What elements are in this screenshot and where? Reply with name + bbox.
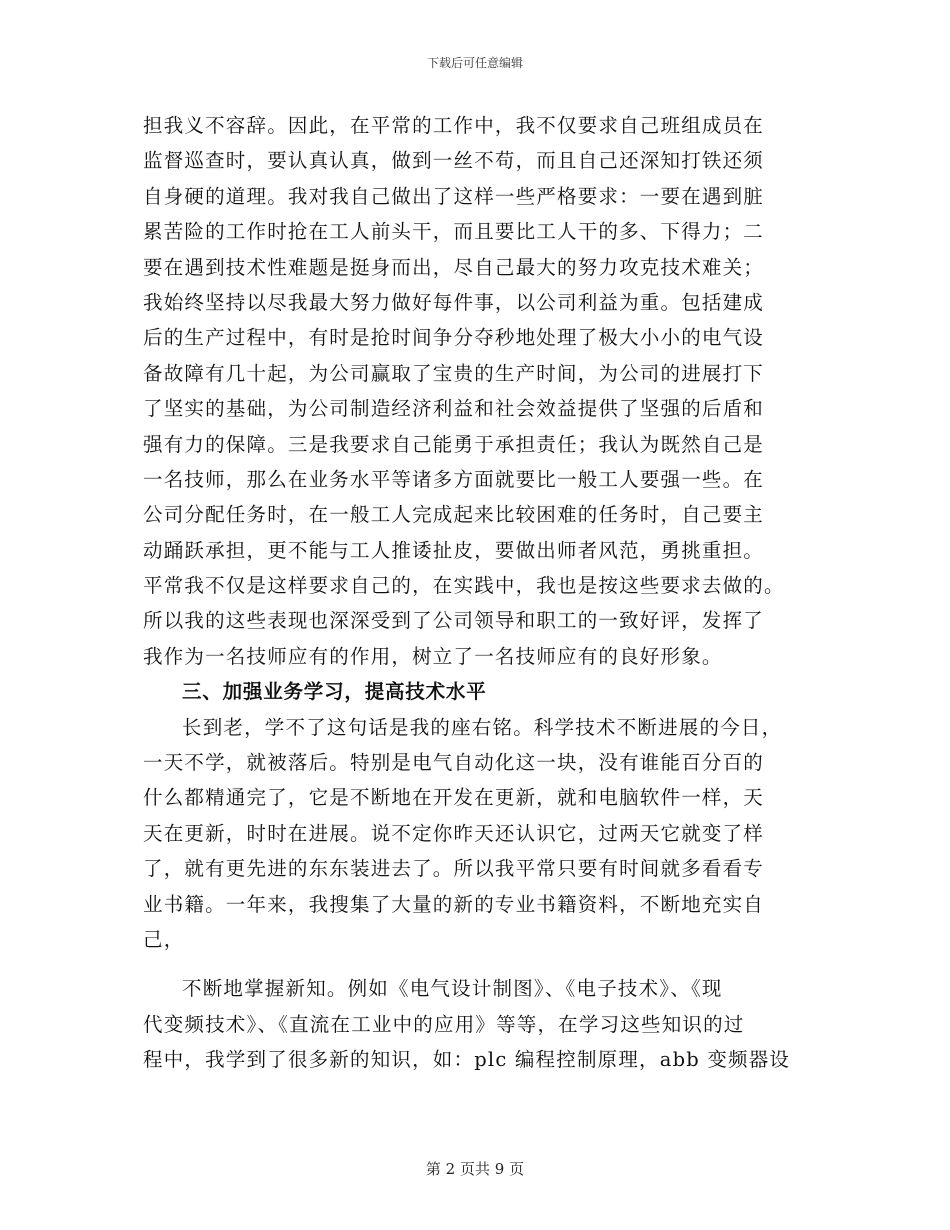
text-line: 要在遇到技术性难题是挺身而出，尽自己最大的努力攻克技术难关； bbox=[143, 255, 765, 279]
text-line: 业书籍。一年来，我搜集了大量的新的专业书籍资料，不断地充实自 bbox=[143, 892, 765, 916]
text-line: 备故障有几十起，为公司赢取了宝贵的生产时间，为公司的进展打下 bbox=[143, 361, 765, 385]
text-line: 程中，我学到了很多新的知识，如：plc 编程控制原理，abb 变频器设 bbox=[143, 1048, 791, 1072]
section-heading: 三、加强业务学习，提高技术水平 bbox=[182, 680, 487, 704]
text-line: 公司分配任务时，在一般工人完成起来比较困难的任务时，自己要主 bbox=[143, 503, 765, 527]
text-line: 动踊跃承担，更不能与工人推诿扯皮，要做出师者风范，勇挑重担。 bbox=[143, 538, 765, 562]
page-header: 下载后可任意编辑 bbox=[426, 56, 523, 70]
paragraph-gap bbox=[143, 957, 823, 971]
text-line: 平常我不仅是这样要求自己的，在实践中，我也是按这些要求去做的。 bbox=[143, 574, 785, 598]
text-line: 了坚实的基础，为公司制造经济利益和社会效益提供了坚强的后盾和 bbox=[143, 397, 765, 421]
text-line: 己， bbox=[143, 927, 185, 951]
text-line: 什么都精通完了，它是不断地在开发在更新，就和电脑软件一样，天 bbox=[143, 786, 765, 810]
text-line: 后的生产过程中，有时是抢时间争分夺秒地处理了极大小小的电气设 bbox=[143, 326, 765, 350]
text-line: 监督巡查时，要认真认真，做到一丝不苟，而且自己还深知打铁还须 bbox=[143, 149, 765, 173]
paragraph-3 bbox=[143, 971, 823, 1077]
text-line: 长到老，学不了这句话是我的座右铭。科学技术不断进展的今日， bbox=[182, 715, 783, 739]
paragraph-2 bbox=[143, 710, 823, 958]
text-line: 担我义不容辞。因此，在平常的工作中，我不仅要求自己班组成员在 bbox=[143, 114, 765, 137]
page-number: 第 2 页共 9 页 bbox=[425, 1160, 525, 1178]
text-line: 自身硬的道理。我对我自己做出了这样一些严格要求：一要在遇到脏 bbox=[143, 184, 765, 208]
text-line: 天在更新，时时在进展。说不定你昨天还认识它，过两天它就变了样 bbox=[143, 821, 765, 845]
text-line: 我作为一名技师应有的作用，树立了一名技师应有的良好形象。 bbox=[143, 644, 723, 668]
document-body bbox=[143, 108, 823, 1078]
text-line: 我始终坚持以尽我最大努力做好每件事，以公司利益为重。包括建成 bbox=[143, 290, 765, 314]
text-line: 所以我的这些表现也深深受到了公司领导和职工的一致好评，发挥了 bbox=[143, 609, 765, 633]
text-line: 一天不学，就被落后。特别是电气自动化这一块，没有谁能百分百的 bbox=[143, 751, 765, 775]
text-line: 了，就有更先进的东东装进去了。所以我平常只要有时间就多看看专 bbox=[143, 857, 765, 881]
text-line: 代变频技术》、《直流在工业中的应用》等等，在学习这些知识的过 bbox=[143, 1012, 745, 1036]
text-line: 一名技师，那么在业务水平等诸多方面就要比一般工人要强一些。在 bbox=[143, 467, 765, 491]
text-line: 强有力的保障。三是我要求自己能勇于承担责任；我认为既然自己是 bbox=[143, 432, 765, 456]
paragraph-1 bbox=[143, 108, 823, 674]
text-line: 累苦险的工作时抢在工人前头干，而且要比工人干的多、下得力；二 bbox=[143, 220, 765, 244]
text-line: 不断地掌握新知。例如《电气设计制图》、《电子技术》、《现 bbox=[182, 977, 723, 1001]
